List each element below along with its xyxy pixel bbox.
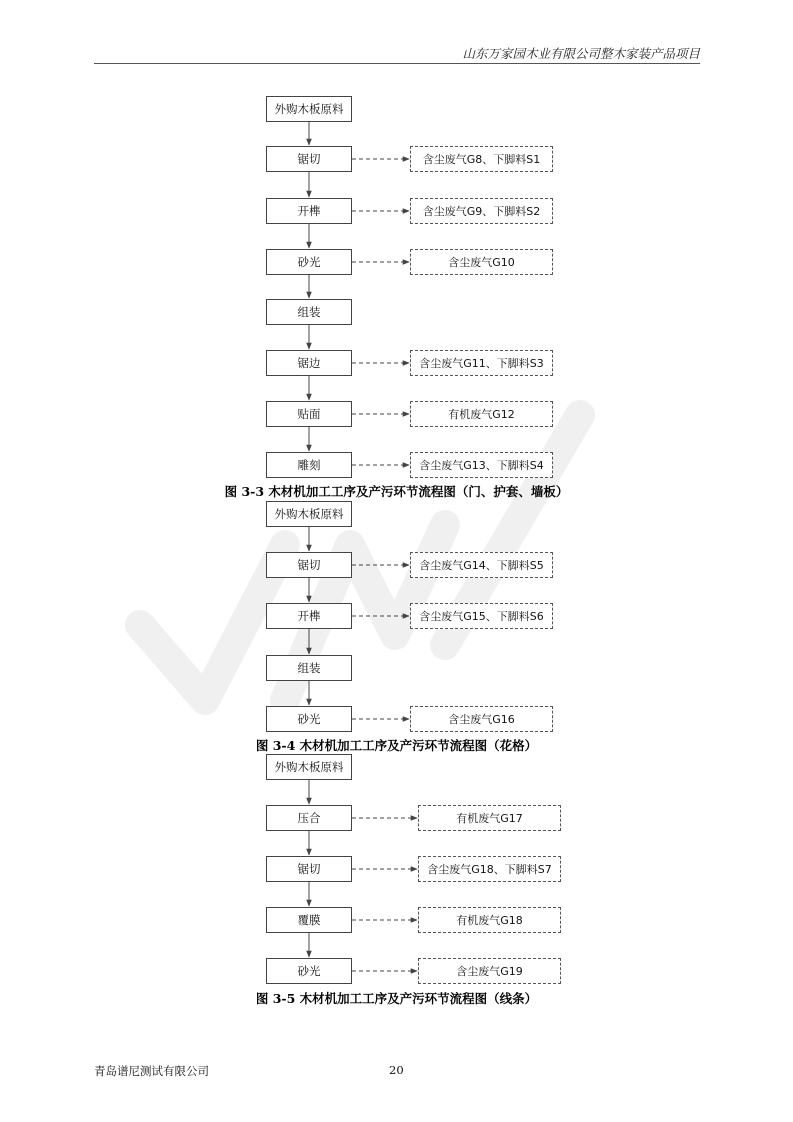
pollutant-output-box: 含尘废气G19: [418, 958, 561, 984]
pollutant-output-box: 有机废气G18: [418, 907, 561, 933]
process-step-box: 开榫: [266, 603, 352, 629]
process-step-box: 外购木板原料: [266, 754, 352, 780]
pollutant-output-box: 含尘废气G10: [410, 249, 553, 275]
process-step-box: 砂光: [266, 706, 352, 732]
pollutant-output-box: 含尘废气G8、下脚料S1: [410, 146, 553, 172]
process-step-box: 外购木板原料: [266, 501, 352, 527]
pollutant-output-box: 有机废气G17: [418, 805, 561, 831]
figure-caption: 图 3-5 木材机加工工序及产污环节流程图（线条）: [255, 991, 538, 1006]
pollutant-output-box: 含尘废气G16: [410, 706, 553, 732]
process-step-box: 组装: [266, 299, 352, 325]
figure-caption: 图 3-4 木材机加工工序及产污环节流程图（花格）: [255, 738, 538, 753]
process-step-box: 锯切: [266, 856, 352, 882]
process-step-box: 砂光: [266, 249, 352, 275]
process-step-box: 锯边: [266, 350, 352, 376]
pollutant-output-box: 含尘废气G14、下脚料S5: [410, 552, 553, 578]
process-step-box: 砂光: [266, 958, 352, 984]
process-step-box: 组装: [266, 655, 352, 681]
figure-caption: 图 3-3 木材机加工工序及产污环节流程图（门、护套、墙板）: [224, 484, 569, 499]
pollutant-output-box: 含尘废气G18、下脚料S7: [418, 856, 561, 882]
footer-company: 青岛谱尼测试有限公司: [94, 1064, 209, 1078]
process-step-box: 覆膜: [266, 907, 352, 933]
pollutant-output-box: 含尘废气G9、下脚料S2: [410, 198, 553, 224]
pollutant-output-box: 含尘废气G15、下脚料S6: [410, 603, 553, 629]
page-header-title: 山东万家园木业有限公司整木家装产品项目: [462, 46, 700, 61]
pollutant-output-box: 含尘废气G13、下脚料S4: [410, 452, 553, 478]
process-step-box: 开榫: [266, 198, 352, 224]
process-step-box: 锯切: [266, 146, 352, 172]
process-step-box: 雕刻: [266, 452, 352, 478]
page-number: 20: [389, 1063, 404, 1077]
process-step-box: 压合: [266, 805, 352, 831]
process-step-box: 外购木板原料: [266, 96, 352, 122]
pollutant-output-box: 有机废气G12: [410, 401, 553, 427]
process-step-box: 贴面: [266, 401, 352, 427]
pollutant-output-box: 含尘废气G11、下脚料S3: [410, 350, 553, 376]
process-step-box: 锯切: [266, 552, 352, 578]
